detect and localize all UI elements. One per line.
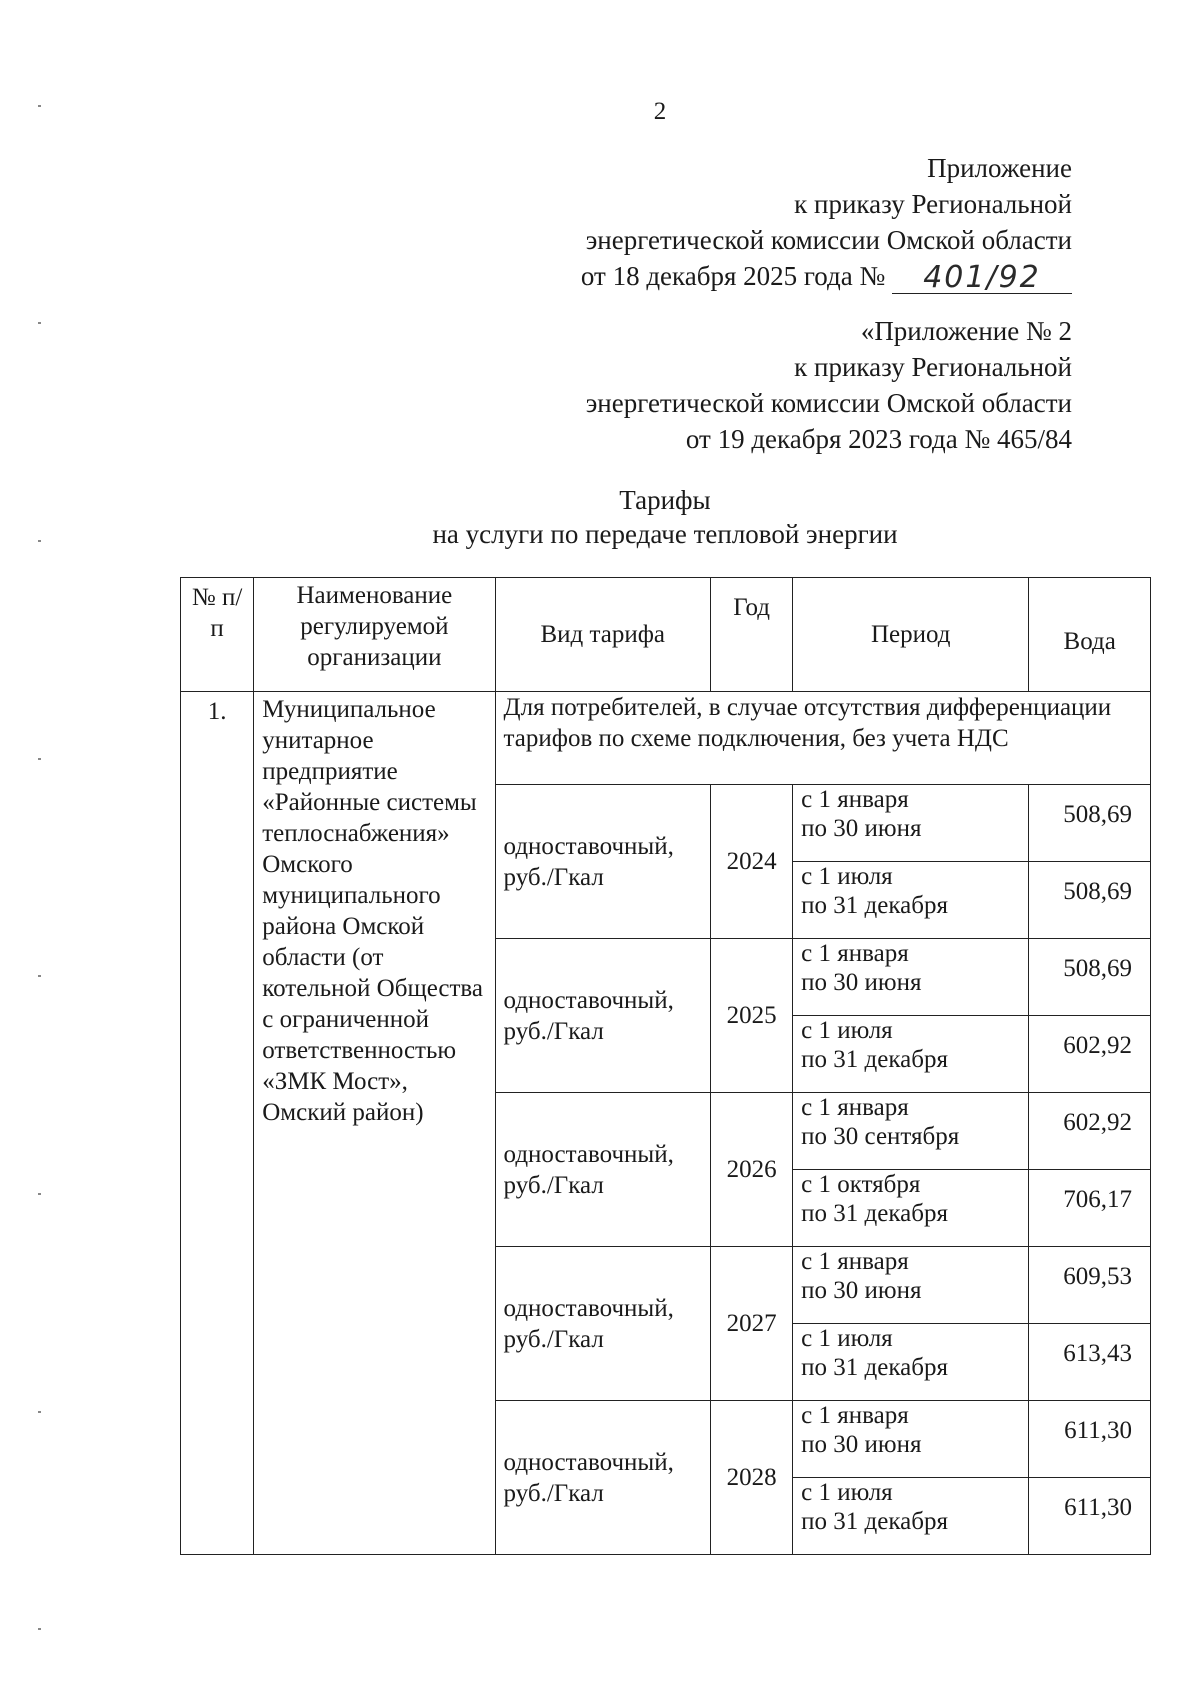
appendix-line: Приложение [927,153,1072,183]
tariff-type: одноставочный, руб./Гкал [495,939,710,1093]
tariff-value: 508,69 [1029,785,1151,862]
page-number: 2 [653,98,667,125]
period-cell [793,1478,1029,1555]
period-cell [793,1016,1029,1093]
period-cell [793,785,1029,862]
period-cell [793,1247,1029,1324]
scan-margin-mark [38,1193,41,1195]
period-to: по 31 декабря [801,1508,948,1535]
tariff-year: 2024 [711,785,793,939]
scan-margin-mark [38,322,41,324]
header-period: Период [793,578,1029,692]
period-to: по 31 декабря [801,892,948,919]
order-date-prefix: от 18 декабря 2025 года № [580,261,886,291]
period-from: с 1 июля [801,1017,893,1044]
period-from: с 1 октября [801,1171,921,1198]
period-to: по 30 июня [801,969,922,996]
scan-margin-mark [38,1411,41,1413]
period-cell [793,939,1029,1016]
header-year: Год [711,578,793,692]
title-line: на услуги по передаче тепловой энергии [432,519,898,549]
appendix-line: от 19 декабря 2023 года № 465/84 [685,424,1072,454]
period-to: по 30 июня [801,1277,922,1304]
period-to: по 31 декабря [801,1046,948,1073]
tariff-year: 2027 [711,1247,793,1401]
tariff-value: 602,92 [1029,1016,1151,1093]
tariff-value: 602,92 [1029,1093,1151,1170]
organization-name: Муниципальное унитарное предприятие «Районные системы теплоснабжения» Омского муниципального района Омской области (от котельной Общества с ограниченной ответственностью «ЗМК Мост», Омский район) [254,692,495,1555]
period-from: с 1 июля [801,1479,893,1506]
header-num: № п/п [181,578,254,692]
appendix-line: «Приложение № 2 [860,316,1072,346]
appendix-line: к приказу Региональной [794,352,1072,382]
tariff-value: 508,69 [1029,939,1151,1016]
tariff-year: 2026 [711,1093,793,1247]
header-type: Вид тарифа [495,578,710,692]
period-to: по 30 сентября [801,1123,960,1150]
period-from: с 1 июля [801,1325,893,1352]
appendix-line: энергетической комиссии Омской области [585,388,1072,418]
document-title [0,483,1200,551]
header-org: Наименование регулируемой организации [254,578,495,692]
row-number: 1. [181,692,254,1555]
period-from: с 1 июля [801,863,893,890]
tariff-type: одноставочный, руб./Гкал [495,1247,710,1401]
period-to: по 31 декабря [801,1354,948,1381]
period-cell [793,862,1029,939]
period-cell [793,1401,1029,1478]
tariff-value: 508,69 [1029,862,1151,939]
period-to: по 30 июня [801,1431,922,1458]
tariff-table [180,577,1151,1555]
period-from: с 1 января [801,786,909,813]
scan-margin-mark [38,975,41,977]
period-to: по 30 июня [801,815,922,842]
tariff-value: 611,30 [1029,1478,1151,1555]
appendix-header [581,150,1072,294]
period-from: с 1 января [801,1248,909,1275]
tariff-value: 613,43 [1029,1324,1151,1401]
header-value: Вода [1029,578,1151,692]
period-from: с 1 января [801,1402,909,1429]
tariff-value: 611,30 [1029,1401,1151,1478]
scan-margin-mark [38,1628,41,1630]
handwritten-order-number: 401/92 [892,263,1072,294]
table-row [181,692,1151,785]
period-from: с 1 января [801,1094,909,1121]
period-cell [793,1324,1029,1401]
period-from: с 1 января [801,940,909,967]
scan-margin-mark [38,758,41,760]
period-cell [793,1093,1029,1170]
appendix-line: к приказу Региональной [794,189,1072,219]
previous-appendix-header [586,313,1072,457]
tariff-type: одноставочный, руб./Гкал [495,1401,710,1555]
table-header-row [181,578,1151,692]
period-to: по 31 декабря [801,1200,948,1227]
condition-note: Для потребителей, в случае отсутствия дифференциации тарифов по схеме подключения, без учета НДС [495,692,1150,785]
appendix-line: энергетической комиссии Омской области [585,225,1072,255]
tariff-year: 2028 [711,1401,793,1555]
order-date-line [581,258,1072,294]
tariff-value: 609,53 [1029,1247,1151,1324]
tariff-year: 2025 [711,939,793,1093]
title-line: Тарифы [619,485,711,515]
tariff-type: одноставочный, руб./Гкал [495,1093,710,1247]
tariff-value: 706,17 [1029,1170,1151,1247]
period-cell [793,1170,1029,1247]
tariff-type: одноставочный, руб./Гкал [495,785,710,939]
